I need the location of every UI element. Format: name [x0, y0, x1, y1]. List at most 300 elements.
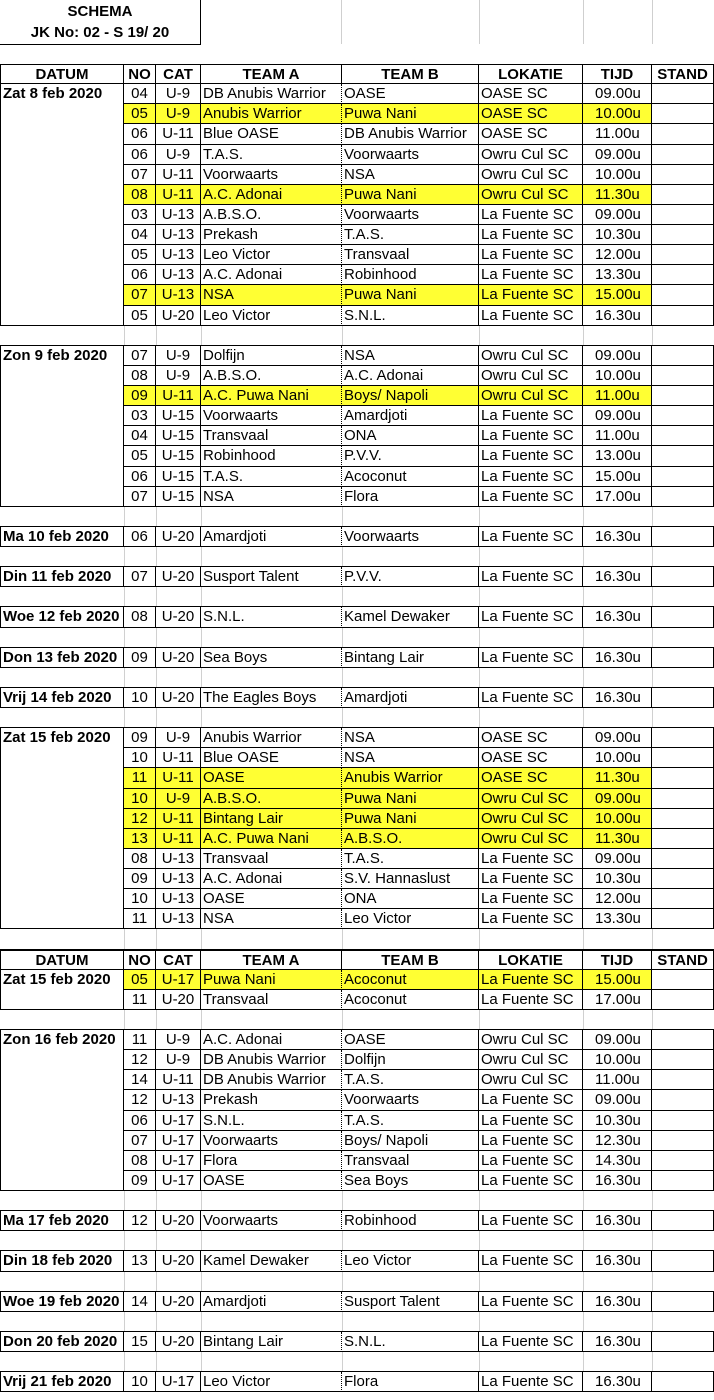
match-row	[0, 1050, 714, 1070]
match-row	[0, 990, 714, 1010]
date-cell	[0, 124, 124, 144]
team-a-cell: OASE	[201, 889, 342, 909]
tijd-cell: 11.00u	[583, 386, 652, 406]
team-b-cell: Puwa Nani	[342, 285, 479, 305]
tijd-cell: 16.30u	[583, 527, 652, 547]
cat-cell: U-20	[156, 648, 201, 668]
date-cell	[0, 990, 124, 1010]
team-a-cell: Dolfijn	[201, 346, 342, 366]
stand-cell	[652, 225, 714, 245]
tijd-cell: 10.30u	[583, 225, 652, 245]
match-row	[0, 527, 714, 547]
spacer-row	[0, 708, 714, 728]
team-b-cell: P.V.V.	[342, 567, 479, 587]
lokatie-cell: La Fuente SC	[479, 970, 583, 990]
cat-cell: U-9	[156, 145, 201, 165]
no-cell: 13	[124, 1251, 156, 1271]
header-team-a: TEAM A	[201, 64, 342, 84]
team-a-cell: Prekash	[201, 1090, 342, 1110]
team-a-cell: A.B.S.O.	[201, 789, 342, 809]
spacer-row	[0, 1312, 714, 1332]
date-cell	[0, 829, 124, 849]
cat-cell: U-9	[156, 84, 201, 104]
team-a-cell: DB Anubis Warrior	[201, 1070, 342, 1090]
tijd-cell: 16.30u	[583, 1171, 652, 1191]
team-b-cell: A.B.S.O.	[342, 829, 479, 849]
match-row	[0, 265, 714, 285]
date-cell	[0, 185, 124, 205]
lokatie-cell: Owru Cul SC	[479, 809, 583, 829]
cat-cell: U-20	[156, 1332, 201, 1352]
team-a-cell: NSA	[201, 909, 342, 929]
tijd-cell: 09.00u	[583, 84, 652, 104]
tijd-cell: 15.00u	[583, 970, 652, 990]
cat-cell: U-9	[156, 346, 201, 366]
no-cell: 15	[124, 1332, 156, 1352]
date-cell	[0, 1111, 124, 1131]
tijd-cell: 10.00u	[583, 1050, 652, 1070]
date-cell	[0, 1070, 124, 1090]
lokatie-cell: OASE SC	[479, 104, 583, 124]
match-row	[0, 1151, 714, 1171]
cat-cell: U-20	[156, 527, 201, 547]
match-row	[0, 205, 714, 225]
header-team-b: TEAM B	[342, 950, 479, 970]
no-cell: 12	[124, 1090, 156, 1110]
no-cell: 09	[124, 1171, 156, 1191]
date-cell	[0, 104, 124, 124]
match-row	[0, 1251, 714, 1271]
spacer-row	[0, 1010, 714, 1030]
stand-cell	[652, 104, 714, 124]
team-b-cell: Transvaal	[342, 245, 479, 265]
tijd-cell: 16.30u	[583, 306, 652, 326]
cat-cell: U-11	[156, 768, 201, 788]
cat-cell: U-13	[156, 245, 201, 265]
team-b-cell: A.C. Adonai	[342, 366, 479, 386]
header-no: NO	[124, 950, 156, 970]
lokatie-cell: La Fuente SC	[479, 205, 583, 225]
date-cell: Zat 8 feb 2020	[0, 84, 124, 104]
date-cell	[0, 366, 124, 386]
team-b-cell: Puwa Nani	[342, 185, 479, 205]
tijd-cell: 16.30u	[583, 688, 652, 708]
cat-cell: U-11	[156, 748, 201, 768]
cat-cell: U-20	[156, 1292, 201, 1312]
header-datum: DATUM	[0, 950, 124, 970]
team-a-cell: Anubis Warrior	[201, 104, 342, 124]
stand-cell	[652, 768, 714, 788]
lokatie-cell: La Fuente SC	[479, 1372, 583, 1392]
date-cell	[0, 869, 124, 889]
lokatie-cell: Owru Cul SC	[479, 829, 583, 849]
date-cell: Ma 17 feb 2020	[0, 1211, 124, 1231]
stand-cell	[652, 829, 714, 849]
stand-cell	[652, 1070, 714, 1090]
cat-cell: U-11	[156, 829, 201, 849]
lokatie-cell: La Fuente SC	[479, 1111, 583, 1131]
no-cell: 05	[124, 104, 156, 124]
date-cell: Din 11 feb 2020	[0, 567, 124, 587]
lokatie-cell: La Fuente SC	[479, 1171, 583, 1191]
team-b-cell: OASE	[342, 84, 479, 104]
cat-cell: U-20	[156, 990, 201, 1010]
stand-cell	[652, 84, 714, 104]
lokatie-cell: La Fuente SC	[479, 487, 583, 507]
no-cell: 08	[124, 607, 156, 627]
header-datum: DATUM	[0, 64, 124, 84]
tijd-cell: 12.30u	[583, 1131, 652, 1151]
date-cell: Zon 9 feb 2020	[0, 346, 124, 366]
no-cell: 07	[124, 346, 156, 366]
team-a-cell: OASE	[201, 768, 342, 788]
lokatie-cell: La Fuente SC	[479, 1090, 583, 1110]
no-cell: 05	[124, 970, 156, 990]
header-tijd: TIJD	[583, 64, 652, 84]
team-b-cell: T.A.S.	[342, 1070, 479, 1090]
header-tijd: TIJD	[583, 950, 652, 970]
stand-cell	[652, 527, 714, 547]
cat-cell: U-15	[156, 446, 201, 466]
stand-cell	[652, 426, 714, 446]
tijd-cell: 16.30u	[583, 648, 652, 668]
no-cell: 03	[124, 205, 156, 225]
match-row	[0, 1372, 714, 1392]
cat-cell: U-13	[156, 205, 201, 225]
team-b-cell: Puwa Nani	[342, 104, 479, 124]
tijd-cell: 09.00u	[583, 145, 652, 165]
schedule-title: SCHEMA	[67, 3, 133, 20]
team-b-cell: Amardjoti	[342, 406, 479, 426]
cat-cell: U-9	[156, 1050, 201, 1070]
team-b-cell: Dolfijn	[342, 1050, 479, 1070]
stand-cell	[652, 245, 714, 265]
match-row	[0, 487, 714, 507]
tijd-cell: 16.30u	[583, 1332, 652, 1352]
tijd-cell: 10.30u	[583, 1111, 652, 1131]
tijd-cell: 11.00u	[583, 426, 652, 446]
lokatie-cell: La Fuente SC	[479, 607, 583, 627]
lokatie-cell: La Fuente SC	[479, 426, 583, 446]
cat-cell: U-15	[156, 467, 201, 487]
team-b-cell: Puwa Nani	[342, 789, 479, 809]
lokatie-cell: La Fuente SC	[479, 889, 583, 909]
tijd-cell: 09.00u	[583, 205, 652, 225]
header-team-a: TEAM A	[201, 950, 342, 970]
cat-cell: U-11	[156, 185, 201, 205]
cat-cell: U-13	[156, 869, 201, 889]
date-cell: Din 18 feb 2020	[0, 1251, 124, 1271]
spacer-row	[0, 326, 714, 346]
match-row	[0, 165, 714, 185]
cat-cell: U-11	[156, 386, 201, 406]
team-b-cell: Acoconut	[342, 990, 479, 1010]
lokatie-cell: La Fuente SC	[479, 285, 583, 305]
spacer-row	[0, 507, 714, 527]
lokatie-cell: Owru Cul SC	[479, 1050, 583, 1070]
date-cell: Zat 15 feb 2020	[0, 728, 124, 748]
stand-cell	[652, 809, 714, 829]
match-row	[0, 1111, 714, 1131]
lokatie-cell: Owru Cul SC	[479, 145, 583, 165]
cat-cell: U-15	[156, 426, 201, 446]
header-stand: STAND	[652, 950, 714, 970]
team-b-cell: Amardjoti	[342, 688, 479, 708]
team-a-cell: NSA	[201, 487, 342, 507]
stand-cell	[652, 909, 714, 929]
match-row	[0, 789, 714, 809]
team-a-cell: T.A.S.	[201, 145, 342, 165]
tijd-cell: 11.30u	[583, 829, 652, 849]
no-cell: 07	[124, 285, 156, 305]
cat-cell: U-15	[156, 406, 201, 426]
team-a-cell: Amardjoti	[201, 1292, 342, 1312]
cat-cell: U-11	[156, 124, 201, 144]
lokatie-cell: La Fuente SC	[479, 1211, 583, 1231]
no-cell: 11	[124, 768, 156, 788]
date-cell: Zat 15 feb 2020	[0, 970, 124, 990]
no-cell: 14	[124, 1292, 156, 1312]
team-a-cell: Blue OASE	[201, 748, 342, 768]
team-b-cell: ONA	[342, 426, 479, 446]
match-row	[0, 1171, 714, 1191]
team-a-cell: Blue OASE	[201, 124, 342, 144]
cat-cell: U-13	[156, 285, 201, 305]
cat-cell: U-17	[156, 970, 201, 990]
stand-cell	[652, 1292, 714, 1312]
lokatie-cell: La Fuente SC	[479, 446, 583, 466]
tijd-cell: 16.30u	[583, 1211, 652, 1231]
tijd-cell: 16.30u	[583, 1292, 652, 1312]
stand-cell	[652, 869, 714, 889]
no-cell: 04	[124, 84, 156, 104]
match-row	[0, 970, 714, 990]
header-stand: STAND	[652, 64, 714, 84]
match-row	[0, 366, 714, 386]
date-cell	[0, 789, 124, 809]
team-b-cell: Sea Boys	[342, 1171, 479, 1191]
match-row	[0, 607, 714, 627]
stand-cell	[652, 607, 714, 627]
match-row	[0, 467, 714, 487]
table-header-row	[0, 950, 714, 970]
date-cell: Don 20 feb 2020	[0, 1332, 124, 1352]
team-b-cell: Kamel Dewaker	[342, 607, 479, 627]
match-row	[0, 909, 714, 929]
team-a-cell: S.N.L.	[201, 607, 342, 627]
team-b-cell: NSA	[342, 346, 479, 366]
stand-cell	[652, 1090, 714, 1110]
team-a-cell: T.A.S.	[201, 467, 342, 487]
team-b-cell: Voorwaarts	[342, 205, 479, 225]
date-cell	[0, 1151, 124, 1171]
header-no: NO	[124, 64, 156, 84]
team-b-cell: Anubis Warrior	[342, 768, 479, 788]
stand-cell	[652, 990, 714, 1010]
stand-cell	[652, 1251, 714, 1271]
team-b-cell: Voorwaarts	[342, 527, 479, 547]
team-b-cell: NSA	[342, 728, 479, 748]
lokatie-cell: La Fuente SC	[479, 245, 583, 265]
match-row	[0, 104, 714, 124]
match-row	[0, 809, 714, 829]
cat-cell: U-20	[156, 567, 201, 587]
team-a-cell: Flora	[201, 1151, 342, 1171]
lokatie-cell: Owru Cul SC	[479, 165, 583, 185]
stand-cell	[652, 306, 714, 326]
stand-cell	[652, 1171, 714, 1191]
stand-cell	[652, 185, 714, 205]
tijd-cell: 13.00u	[583, 446, 652, 466]
tijd-cell: 16.30u	[583, 1251, 652, 1271]
no-cell: 08	[124, 185, 156, 205]
date-cell	[0, 1171, 124, 1191]
date-cell	[0, 426, 124, 446]
date-cell	[0, 446, 124, 466]
stand-cell	[652, 1151, 714, 1171]
no-cell: 08	[124, 366, 156, 386]
lokatie-cell: La Fuente SC	[479, 1251, 583, 1271]
schedule-table	[0, 64, 714, 1392]
team-a-cell: S.N.L.	[201, 1111, 342, 1131]
stand-cell	[652, 165, 714, 185]
schedule-subtitle: JK No: 02 - S 19/ 20	[30, 24, 170, 41]
date-cell	[0, 406, 124, 426]
team-b-cell: Bintang Lair	[342, 648, 479, 668]
no-cell: 04	[124, 426, 156, 446]
match-row	[0, 426, 714, 446]
lokatie-cell: OASE SC	[479, 748, 583, 768]
date-cell: Zon 16 feb 2020	[0, 1030, 124, 1050]
tijd-cell: 09.00u	[583, 406, 652, 426]
no-cell: 09	[124, 648, 156, 668]
lokatie-cell: Owru Cul SC	[479, 789, 583, 809]
team-a-cell: Amardjoti	[201, 527, 342, 547]
stand-cell	[652, 1332, 714, 1352]
date-cell	[0, 205, 124, 225]
team-b-cell: NSA	[342, 165, 479, 185]
match-row	[0, 728, 714, 748]
cat-cell: U-20	[156, 688, 201, 708]
no-cell: 06	[124, 527, 156, 547]
lokatie-cell: OASE SC	[479, 728, 583, 748]
date-cell	[0, 386, 124, 406]
date-cell	[0, 1131, 124, 1151]
no-cell: 05	[124, 245, 156, 265]
team-a-cell: A.C. Puwa Nani	[201, 386, 342, 406]
lokatie-cell: OASE SC	[479, 124, 583, 144]
team-a-cell: OASE	[201, 1171, 342, 1191]
stand-cell	[652, 285, 714, 305]
match-row	[0, 306, 714, 326]
team-b-cell: T.A.S.	[342, 849, 479, 869]
cat-cell: U-13	[156, 225, 201, 245]
cat-cell: U-17	[156, 1372, 201, 1392]
cat-cell: U-13	[156, 849, 201, 869]
cat-cell: U-13	[156, 909, 201, 929]
tijd-cell: 10.00u	[583, 809, 652, 829]
date-cell: Ma 10 feb 2020	[0, 527, 124, 547]
team-b-cell: Leo Victor	[342, 1251, 479, 1271]
match-row	[0, 145, 714, 165]
tijd-cell: 09.00u	[583, 849, 652, 869]
team-b-cell: Leo Victor	[342, 909, 479, 929]
team-a-cell: A.C. Adonai	[201, 1030, 342, 1050]
lokatie-cell: OASE SC	[479, 768, 583, 788]
tijd-cell: 13.30u	[583, 265, 652, 285]
header-cat: CAT	[156, 64, 201, 84]
no-cell: 06	[124, 124, 156, 144]
team-b-cell: Robinhood	[342, 1211, 479, 1231]
team-a-cell: DB Anubis Warrior	[201, 1050, 342, 1070]
tijd-cell: 12.00u	[583, 889, 652, 909]
team-b-cell: Boys/ Napoli	[342, 1131, 479, 1151]
team-a-cell: NSA	[201, 285, 342, 305]
match-row	[0, 1030, 714, 1050]
no-cell: 03	[124, 406, 156, 426]
team-b-cell: Flora	[342, 1372, 479, 1392]
stand-cell	[652, 406, 714, 426]
stand-cell	[652, 648, 714, 668]
stand-cell	[652, 446, 714, 466]
team-a-cell: Leo Victor	[201, 245, 342, 265]
spacer-row	[0, 547, 714, 567]
team-b-cell: NSA	[342, 748, 479, 768]
lokatie-cell: La Fuente SC	[479, 688, 583, 708]
cat-cell: U-20	[156, 306, 201, 326]
team-b-cell: DB Anubis Warrior	[342, 124, 479, 144]
no-cell: 10	[124, 1372, 156, 1392]
no-cell: 06	[124, 467, 156, 487]
match-row	[0, 285, 714, 305]
team-a-cell: Voorwaarts	[201, 1131, 342, 1151]
no-cell: 10	[124, 688, 156, 708]
no-cell: 09	[124, 728, 156, 748]
cat-cell: U-15	[156, 487, 201, 507]
tijd-cell: 15.00u	[583, 467, 652, 487]
spacer-row	[0, 1352, 714, 1372]
spacer-row	[0, 668, 714, 688]
stand-cell	[652, 124, 714, 144]
lokatie-cell: Owru Cul SC	[479, 1030, 583, 1050]
stand-cell	[652, 1111, 714, 1131]
lokatie-cell: La Fuente SC	[479, 1151, 583, 1171]
lokatie-cell: La Fuente SC	[479, 467, 583, 487]
lokatie-cell: La Fuente SC	[479, 265, 583, 285]
cat-cell: U-11	[156, 809, 201, 829]
top-gridlines	[200, 0, 714, 44]
team-a-cell: Voorwaarts	[201, 165, 342, 185]
header-cat: CAT	[156, 950, 201, 970]
lokatie-cell: La Fuente SC	[479, 1332, 583, 1352]
team-a-cell: Transvaal	[201, 426, 342, 446]
lokatie-cell: La Fuente SC	[479, 567, 583, 587]
team-a-cell: Voorwaarts	[201, 406, 342, 426]
team-b-cell: T.A.S.	[342, 225, 479, 245]
cat-cell: U-9	[156, 366, 201, 386]
no-cell: 10	[124, 889, 156, 909]
no-cell: 11	[124, 990, 156, 1010]
team-a-cell: DB Anubis Warrior	[201, 84, 342, 104]
no-cell: 10	[124, 789, 156, 809]
team-b-cell: Flora	[342, 487, 479, 507]
stand-cell	[652, 265, 714, 285]
team-a-cell: A.C. Adonai	[201, 185, 342, 205]
no-cell: 13	[124, 829, 156, 849]
tijd-cell: 13.30u	[583, 909, 652, 929]
team-a-cell: Kamel Dewaker	[201, 1251, 342, 1271]
date-cell	[0, 1090, 124, 1110]
